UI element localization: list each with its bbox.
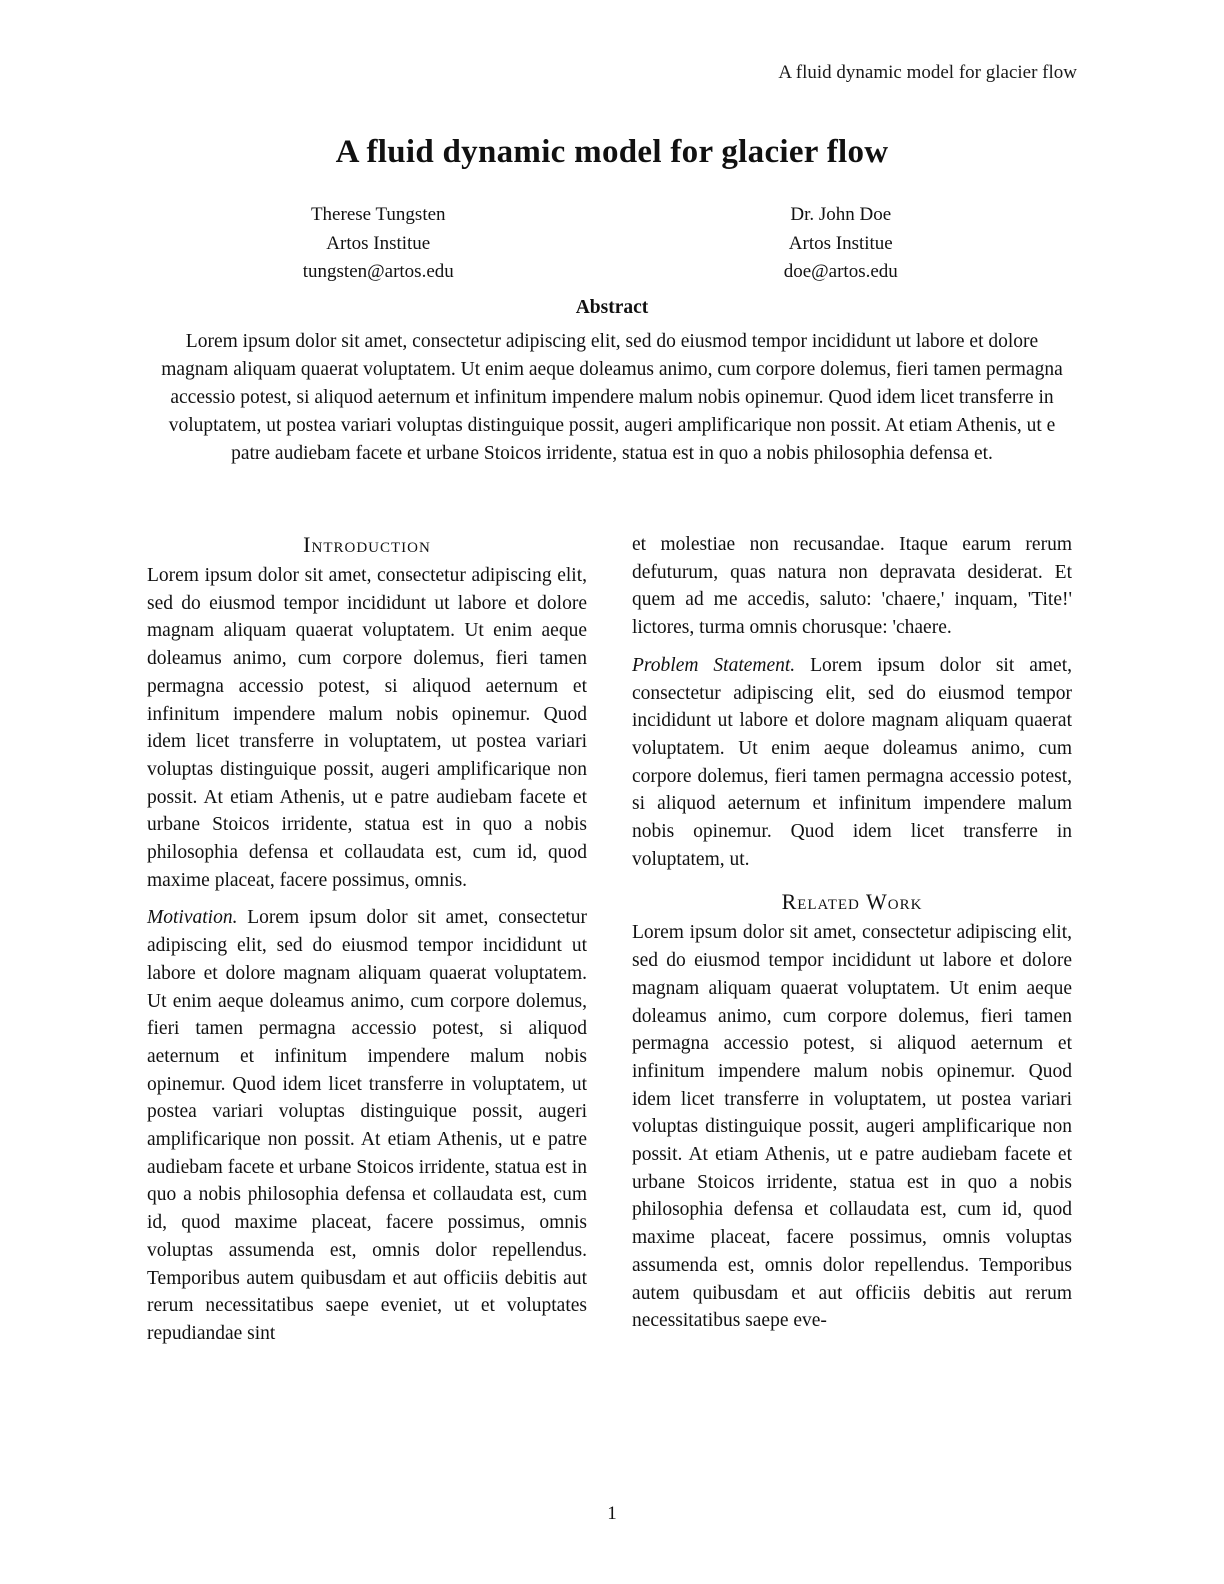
author-2-name: Dr. John Doe	[790, 204, 892, 225]
motivation-continuation-paragraph: et molestiae non recusandae. Itaque earum rerum defuturum, quas natura non depravata desiderat. Et quem ad me accedis, saluto: 'chaere,' inquam, 'Tite!' lictores, turma omnis chorusque: 'chaere.	[632, 534, 1072, 639]
author-1-affiliation: Artos Institue	[326, 232, 431, 254]
problem-statement-paragraph-text: Lorem ipsum dolor sit amet, consectetur adipiscing elit, sed do eiusmod tempor incididunt ut labore et dolore magnam aliquam quaerat voluptatem. Ut enim aeque doleamus animo, cum corpore dolemus, fieri tamen permagna accessio potest, si aliquod aeternum et infinitum impendere malum nobis opinemur. Quod idem licet transferre in voluptatem, ut.	[632, 654, 1073, 870]
right-column	[632, 531, 1072, 1348]
author-block-row	[147, 201, 1072, 287]
problem-statement-run-in-heading: Problem Statement.	[632, 654, 796, 676]
motivation-paragraph	[147, 904, 587, 1347]
introduction-paragraph: Lorem ipsum dolor sit amet, consectetur adipiscing elit, sed do eiusmod tempor incididunt ut labore et dolore magnam aliquam quaerat voluptatem. Ut enim aeque doleamus animo, cum corpore dolemus, fieri tamen permagna accessio potest, si aliquod aeternum et infinitum impendere malum nobis opinemur. Quod idem licet transferre in voluptatem, ut postea variari voluptas distinguique possit, augeri amplificarique non possit. At etiam Athenis, ut e patre audiebam facete et urbane Stoicos irridente, statua est in quo a nobis philosophia defensa et collaudata est, cum id, quod maxime placeat, facere possimus, omnis.	[147, 565, 587, 891]
author-2-affiliation: Artos Institue	[788, 232, 893, 254]
author-2	[610, 201, 1073, 287]
two-column-body	[147, 531, 1072, 1348]
page-number: 1	[607, 1503, 617, 1524]
author-1-name: Therese Tungsten	[310, 204, 446, 225]
motivation-paragraph-text: Lorem ipsum dolor sit amet, consectetur adipiscing elit, sed do eiusmod tempor incididunt ut labore et dolore magnam aliquam quaerat voluptatem. Ut enim aeque doleamus animo, cum corpore dolemus, fieri tamen permagna accessio potest, si aliquod aeternum et infinitum impendere malum nobis opinemur. Quod idem licet transferre in voluptatem, ut postea variari voluptas distinguique possit, augeri amplificarique non possit. At etiam Athenis, ut e patre audiebam facete et urbane Stoicos irridente, statua est in quo a nobis philosophia defensa et collaudata est, cum id, quod maxime placeat, facere possimus, omnis voluptas assumenda est, omnis dolor repellendus. Temporibus autem quibusdam et aut officiis debitis aut rerum necessitatibus saepe eveniet, ut et voluptates repudiandae sint	[147, 907, 588, 1344]
abstract-text: Lorem ipsum dolor sit amet, consectetur adipiscing elit, sed do eiusmod tempor incididunt ut labore et dolore magnam aliquam quaerat voluptatem. Ut enim aeque doleamus animo, cum corpore dolemus, fieri tamen permagna accessio potest, si aliquod aeternum et infinitum impendere malum nobis opinemur. Quod idem licet transferre in voluptatem, ut postea variari voluptas distinguique possit, augeri amplificarique non possit. At etiam Athenis, ut e patre audiebam facete et urbane Stoicos irridente, statua est in quo a nobis philosophia defensa et.	[161, 331, 1063, 464]
section-heading-related-work: Related Work	[781, 889, 923, 915]
section-heading-introduction: Introduction	[303, 532, 431, 557]
motivation-run-in-heading: Motivation.	[147, 907, 238, 929]
left-column	[147, 531, 587, 1348]
running-header: A fluid dynamic model for glacier flow	[778, 62, 1077, 83]
author-2-email: doe@artos.edu	[783, 261, 898, 282]
author-1-email: tungsten@artos.edu	[302, 261, 454, 282]
author-1	[147, 201, 610, 287]
paper-title: A fluid dynamic model for glacier flow	[335, 134, 889, 170]
problem-statement-paragraph	[632, 652, 1072, 874]
related-work-paragraph: Lorem ipsum dolor sit amet, consectetur adipiscing elit, sed do eiusmod tempor incididunt ut labore et dolore magnam aliquam quaerat voluptatem. Ut enim aeque doleamus animo, cum corpore dolemus, fieri tamen permagna accessio potest, si aliquod aeternum et infinitum impendere malum nobis opinemur. Quod idem licet transferre in voluptatem, ut postea variari voluptas distinguique possit, augeri amplificarique non possit. At etiam Athenis, ut e patre audiebam facete et urbane Stoicos irridente, statua est in quo a nobis philosophia defensa et collaudata est, cum id, quod maxime placeat, facere possimus, omnis voluptas assumenda est, omnis dolor repellendus. Temporibus autem quibusdam et aut officiis debitis aut rerum necessitatibus saepe eve-	[632, 922, 1072, 1332]
abstract-heading: Abstract	[575, 297, 649, 318]
